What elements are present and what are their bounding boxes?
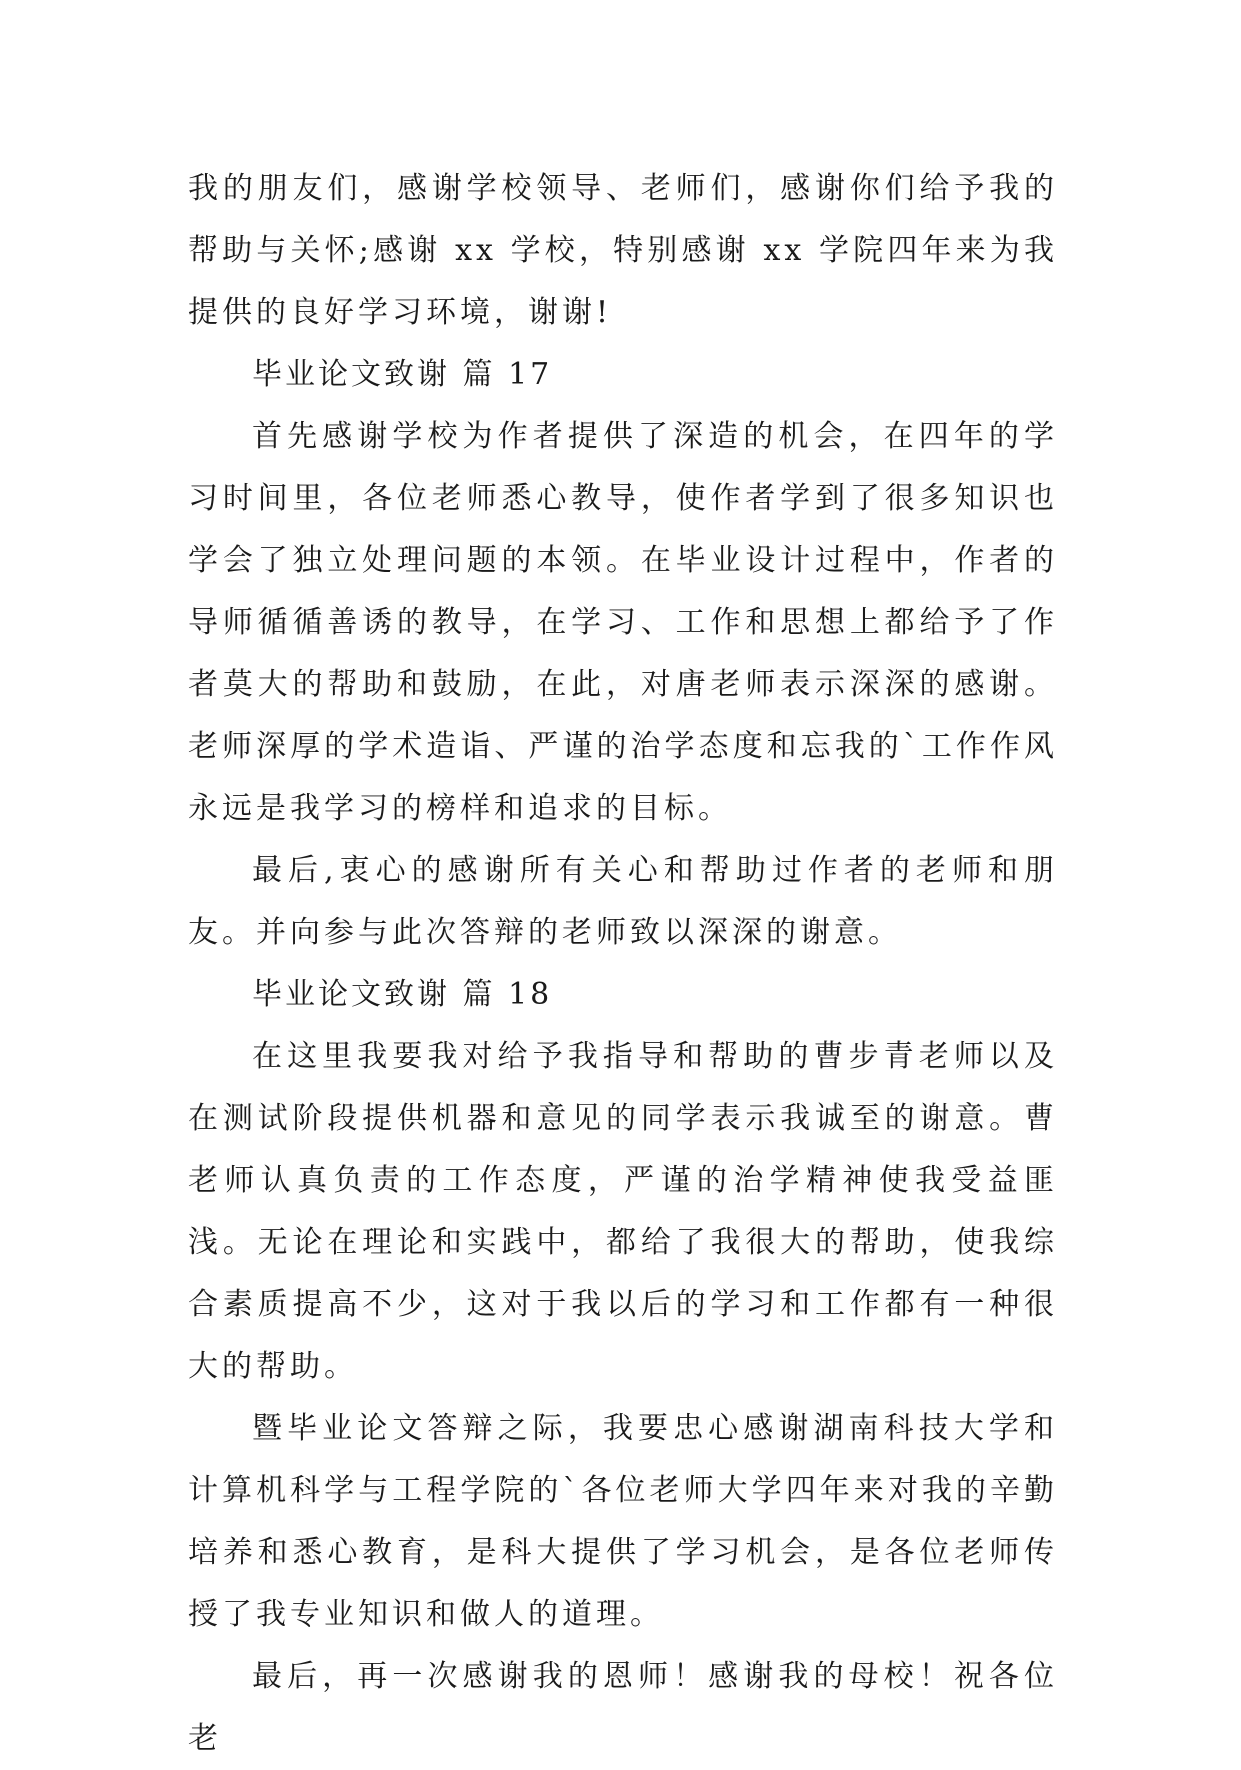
paragraph-thanks-university: 暨毕业论文答辩之际，我要忠心感谢湖南科技大学和计算机科学与工程学院的`各位老师大学四年来对我的辛勤培养和悉心教育，是科大提供了学习机会，是各位老师传授了我专业知识和做人的道理。 [188, 1411, 1058, 1632]
document-body [188, 158, 1058, 1770]
paragraph-thanks-advisor: 在这里我要我对给予我指导和帮助的曹步青老师以及在测试阶段提供机器和意见的同学表示我诚至的谢意。曹老师认真负责的工作态度，严谨的治学精神使我受益匪浅。无论在理论和实践中，都给了我很大的帮助，使我综合素质提高不少，这对于我以后的学习和工作都有一种很大的帮助。 [188, 1039, 1058, 1384]
paragraph-final-thanks: 最后，再一次感谢我的恩师！感谢我的母校！祝各位老 [188, 1659, 1058, 1756]
section-heading-17: 毕业论文致谢 篇 17 [252, 357, 553, 392]
section-heading-18: 毕业论文致谢 篇 18 [252, 977, 553, 1012]
paragraph-closing-thanks: 我的朋友们，感谢学校领导、老师们，感谢你们给予我的帮助与关怀;感谢 xx 学校，特别感谢 xx 学院四年来为我提供的良好学习环境，谢谢! [188, 171, 1058, 330]
paragraph-thanks-defense: 最后,衷心的感谢所有关心和帮助过作者的老师和朋友。并向参与此次答辩的老师致以深深的谢意。 [188, 853, 1058, 950]
paragraph-thanks-school-teachers: 首先感谢学校为作者提供了深造的机会，在四年的学习时间里，各位老师悉心教导，使作者学到了很多知识也学会了独立处理问题的本领。在毕业设计过程中，作者的导师循循善诱的教导，在学习、工作和思想上都给予了作者莫大的帮助和鼓励，在此，对唐老师表示深深的感谢。老师深厚的学术造诣、严谨的治学态度和忘我的`工作作风永远是我学习的榜样和追求的目标。 [188, 419, 1058, 826]
